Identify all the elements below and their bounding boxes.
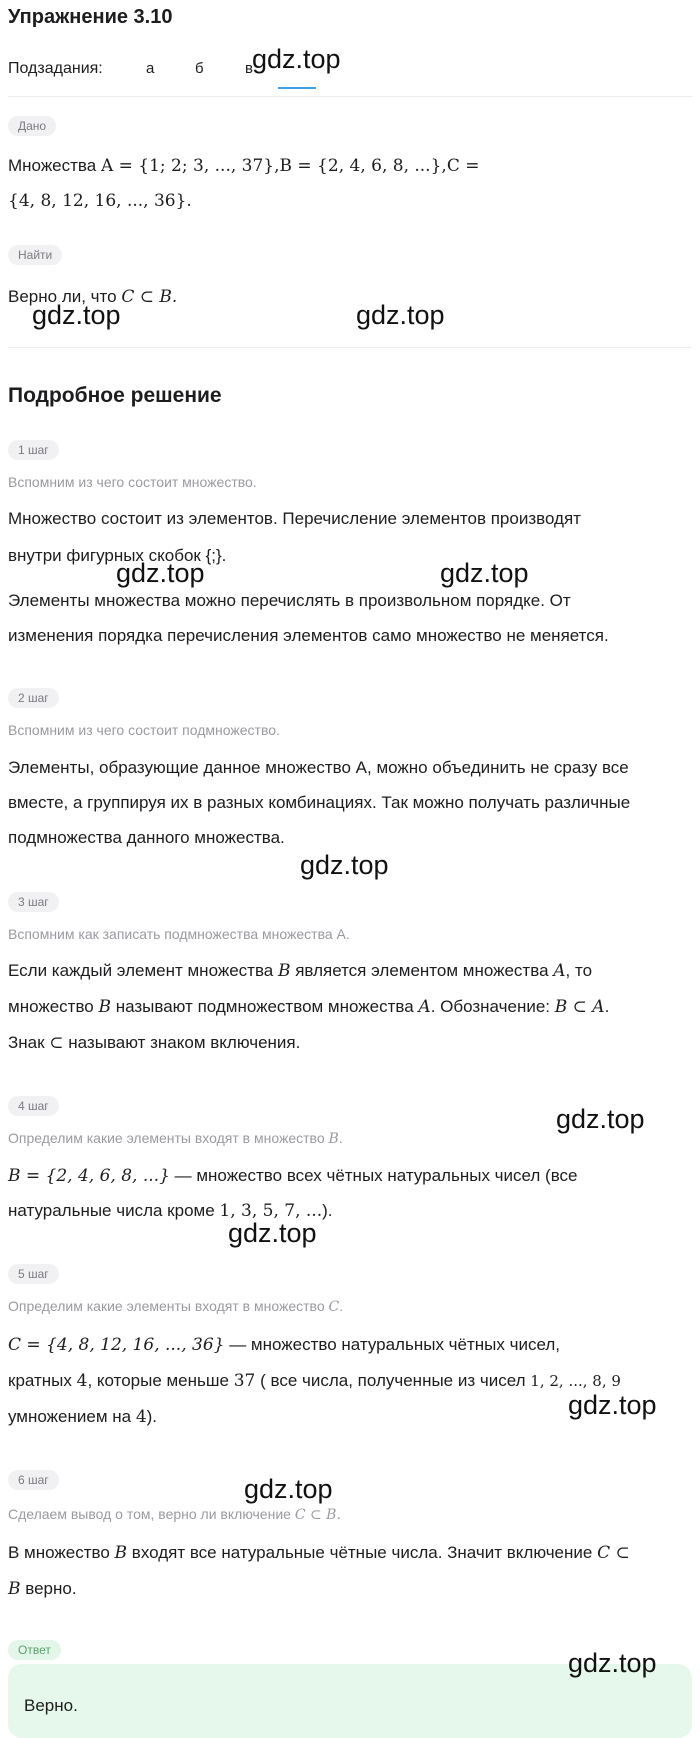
active-tab-indicator	[278, 87, 316, 89]
step-1-hint: Вспомним из чего состоит множество.	[8, 474, 257, 490]
watermark: gdz.top	[32, 300, 121, 330]
step-1-line-1: Множество состоит из элементов. Перечисление элементов производят	[8, 509, 581, 528]
subtask-tab-b[interactable]: б	[195, 60, 204, 77]
watermark: gdz.top	[300, 850, 389, 880]
given-tag: Дано	[8, 116, 56, 136]
step-6-hint: Сделаем вывод о том, верно ли включение C ⊂ B.	[8, 1506, 341, 1523]
watermark: gdz.top	[556, 1104, 645, 1134]
watermark: gdz.top	[244, 1474, 333, 1504]
step-3-line-1: Если каждый элемент множества B является элементом множества A, то	[8, 961, 593, 981]
given-line-1: Множества A = {1; 2; 3, ..., 37},B = {2, 4, 6, 8, ...},C =	[8, 156, 480, 176]
step-4-line-1: B = {2, 4, 6, 8, ...} — множество всех чётных натуральных чисел (все	[8, 1166, 578, 1186]
step-4-line-2: натуральные числа кроме 1, 3, 5, 7, ...).	[8, 1201, 333, 1221]
step-2-tag: 2 шаг	[8, 688, 59, 708]
step-1-tag: 1 шаг	[8, 440, 59, 460]
watermark: gdz.top	[568, 1648, 657, 1678]
answer-tag: Ответ	[8, 1640, 61, 1660]
step-6-tag: 6 шаг	[8, 1470, 59, 1490]
step-3-line-2: множество B называют подмножеством множества A. Обозначение: B ⊂ A.	[8, 997, 610, 1017]
step-2-hint: Вспомним из чего состоит подмножество.	[8, 722, 280, 738]
find-line: Верно ли, что C ⊂ B.	[8, 287, 178, 307]
step-5-line-2: кратных 4, которые меньше 37 ( все числа, полученные из чисел 1, 2, ..., 8, 9	[8, 1371, 621, 1391]
step-4-tag: 4 шаг	[8, 1096, 59, 1116]
step-6-line-2: B верно.	[8, 1579, 77, 1599]
step-6-line-1: В множество B входят все натуральные чётные числа. Значит включение C ⊂	[8, 1543, 630, 1563]
find-tag: Найти	[8, 245, 62, 265]
step-1-line-3: Элементы множества можно перечислять в произвольном порядке. От	[8, 591, 571, 610]
step-2-line-1: Элементы, образующие данное множество А, можно объединить не сразу все	[8, 758, 629, 777]
watermark: gdz.top	[440, 558, 529, 588]
subtask-tab-v[interactable]: в	[245, 60, 253, 77]
watermark: gdz.top	[252, 44, 341, 74]
watermark: gdz.top	[356, 300, 445, 330]
section-divider	[8, 347, 692, 348]
subtask-tab-a[interactable]: а	[146, 60, 155, 77]
step-2-line-2: вместе, а группируя их в разных комбинациях. Так можно получать различные	[8, 793, 631, 812]
step-2-line-3: подмножества данного множества.	[8, 828, 285, 847]
watermark: gdz.top	[116, 558, 205, 588]
step-5-line-1: C = {4, 8, 12, 16, ..., 36} — множество натуральных чётных чисел,	[8, 1335, 560, 1355]
step-4-hint: Определим какие элементы входят в множество B.	[8, 1130, 343, 1147]
step-3-tag: 3 шаг	[8, 892, 59, 912]
header-divider	[8, 96, 692, 97]
step-1-line-2: внутри фигурных скобок {;}.	[8, 546, 227, 565]
given-line-2: {4, 8, 12, 16, ..., 36}.	[8, 191, 192, 211]
watermark: gdz.top	[568, 1390, 657, 1420]
solution-title: Подробное решение	[8, 384, 222, 407]
answer-text: Верно.	[24, 1696, 78, 1715]
subtasks-label: Подзадания:	[8, 60, 103, 77]
step-5-tag: 5 шаг	[8, 1264, 59, 1284]
step-1-line-4: изменения порядка перечисления элементов само множество не меняется.	[8, 626, 609, 645]
step-5-line-3: умножением на 4).	[8, 1407, 158, 1427]
watermark: gdz.top	[228, 1218, 317, 1248]
step-5-hint: Определим какие элементы входят в множество C.	[8, 1298, 344, 1315]
page-title: Упражнение 3.10	[8, 6, 173, 28]
step-3-line-3: Знак ⊂ называют знаком включения.	[8, 1033, 301, 1053]
step-3-hint: Вспомним как записать подмножества множества А.	[8, 926, 350, 942]
